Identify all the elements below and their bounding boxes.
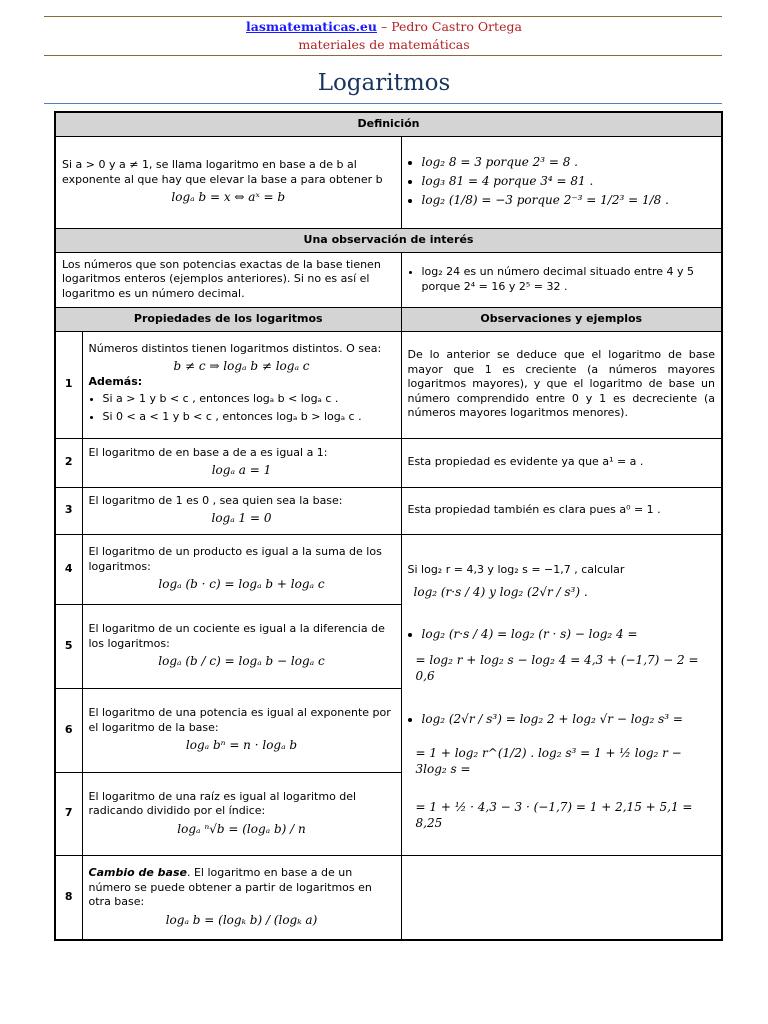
page-title: Logaritmos — [317, 70, 451, 96]
section-definicion: Definición — [55, 112, 722, 136]
section-observaciones: Observaciones y ejemplos — [401, 307, 722, 331]
observation-example-cell — [401, 252, 722, 307]
property-1-text: Números distintos tienen logaritmos distintos. O sea: — [88, 341, 382, 355]
solution-2-line-1: • log₂ (2√r / s³) = log₂ 2 + log₂ √r − log₂ s³ = — [422, 712, 716, 728]
solution-2-line-2: = 1 + log₂ r^(1/2) . log₂ s³ = 1 + ½ log₂ r − 3log₂ s = — [415, 746, 682, 776]
header-bottom-rule — [44, 55, 722, 56]
definition-examples-cell — [401, 136, 722, 228]
property-number-6: 6 — [55, 688, 82, 772]
property-number-1: 1 — [55, 331, 82, 438]
property-1-bullet-1: • Si a > 1 y b < c , entonces logₐ b < logₐ c . — [103, 392, 395, 407]
property-3-cell — [82, 487, 401, 534]
property-3-formula: logₐ 1 = 0 — [211, 511, 272, 526]
property-8-formula: logₐ b = (logₖ b) / (logₖ a) — [165, 912, 318, 927]
property-2-text: El logaritmo de en base a de a es igual a 1: — [88, 445, 328, 459]
header-line — [0, 19, 768, 34]
empty-cell — [401, 855, 722, 940]
property-7-formula: logₐ ⁿ√b = (logₐ b) / n — [177, 821, 306, 836]
property-6-cell — [82, 688, 401, 772]
property-2-cell — [82, 438, 401, 487]
definition-example-3: • log₂ (1/8) = −3 porque 2⁻³ = 1/2³ = 1/8 . — [422, 193, 716, 209]
property-6-text: El logaritmo de una potencia es igual al exponente por el logaritmo de la base: — [88, 706, 391, 734]
property-4-formula: logₐ (b · c) = logₐ b + logₐ c — [158, 577, 325, 592]
definition-text: Si a > 0 y a ≠ 1, se llama logaritmo en base a de b al exponente al que hay que elevar la base a para obtener b — [62, 158, 383, 186]
note-3: Esta propiedad también es clara pues a⁰ = 1 . — [401, 487, 722, 534]
property-8-emphasis: Cambio de base — [88, 866, 187, 880]
header-dash: – — [376, 19, 392, 34]
observation-text: Los números que son potencias exactas de la base tienen logaritmos enteros (ejemplos anteriores). Si no es así el logaritmo es un número decimal. — [55, 252, 401, 307]
solution-2-line-3: = 1 + ½ · 4,3 − 3 · (−1,7) = 1 + 2,15 + 5,1 = 8,25 — [415, 799, 693, 830]
property-number-2: 2 — [55, 438, 82, 487]
solution-1-line-1: • log₂ (r·s / 4) = log₂ (r · s) − log₂ 4 = — [422, 627, 716, 643]
section-observacion: Una observación de interés — [55, 228, 722, 252]
property-3-text: El logaritmo de 1 es 0 , sea quien sea la base: — [88, 493, 343, 507]
author-name: Pedro Castro Ortega — [391, 19, 522, 34]
section-propiedades: Propiedades de los logaritmos — [55, 307, 401, 331]
property-number-7: 7 — [55, 772, 82, 855]
property-8-cell — [82, 855, 401, 940]
header-subtitle: materiales de matemáticas — [298, 37, 470, 52]
worked-example-cell — [401, 534, 722, 855]
property-1-extra-label: Además: — [88, 374, 143, 388]
property-7-text: El logaritmo de una raíz es igual al logaritmo del radicando dividido por el índice: — [88, 789, 357, 818]
property-6-formula: logₐ bⁿ = n · logₐ b — [185, 738, 298, 753]
property-4-text: El logaritmo de un producto es igual a la suma de los logaritmos: — [88, 545, 382, 573]
property-5-cell — [82, 604, 401, 688]
property-4-cell — [82, 534, 401, 604]
property-number-5: 5 — [55, 604, 82, 688]
property-1-cell — [82, 331, 401, 438]
property-2-formula: logₐ a = 1 — [211, 463, 272, 478]
property-number-4: 4 — [55, 534, 82, 604]
property-number-8: 8 — [55, 855, 82, 940]
example-intro: Si log₂ r = 4,3 y log₂ s = −1,7 , calcular — [407, 562, 625, 576]
property-1-bullet-2: • Si 0 < a < 1 y b < c , entonces logₐ b > logₐ c . — [103, 410, 395, 425]
property-5-formula: logₐ (b / c) = logₐ b − logₐ c — [158, 654, 325, 669]
example-targets: log₂ (r·s / 4) y log₂ (2√r / s³) . — [413, 585, 588, 600]
site-link[interactable]: lasmatematicas.eu — [246, 19, 377, 34]
property-1-formula: b ≠ c ⇒ logₐ b ≠ logₐ c — [173, 359, 310, 374]
observation-example: • log₂ 24 es un número decimal situado entre 4 y 5 porque 2⁴ = 16 y 2⁵ = 32 . — [422, 265, 716, 294]
property-5-text: El logaritmo de un cociente es igual a la diferencia de los logaritmos: — [88, 622, 385, 650]
property-8-rest: . El logaritmo en base a de un número se puede obtener a partir de logaritmos en otra base: — [88, 866, 372, 909]
property-8-text — [89, 866, 395, 910]
definition-formula: logₐ b = x ⇔ aˣ = b — [171, 190, 286, 205]
definition-example-2: • log₃ 81 = 4 porque 3⁴ = 81 . — [422, 174, 716, 190]
definition-cell — [55, 136, 401, 228]
solution-1-line-2: = log₂ r + log₂ s − log₂ 4 = 4,3 + (−1,7) − 2 = 0,6 — [415, 652, 699, 683]
logarithm-table — [54, 111, 723, 941]
property-7-cell — [82, 772, 401, 855]
header-top-rule — [44, 16, 722, 17]
definition-example-1: • log₂ 8 = 3 porque 2³ = 8 . — [422, 155, 716, 171]
note-1: De lo anterior se deduce que el logaritmo de base mayor que 1 es creciente (a números mayores logaritmos mayores), y que el logaritmo de base un número comprendido entre 0 y 1 es decreciente (a números mayores logaritmos menores). — [401, 331, 722, 438]
title-rule — [44, 103, 722, 104]
property-number-3: 3 — [55, 487, 82, 534]
note-2: Esta propiedad es evidente ya que a¹ = a . — [401, 438, 722, 487]
